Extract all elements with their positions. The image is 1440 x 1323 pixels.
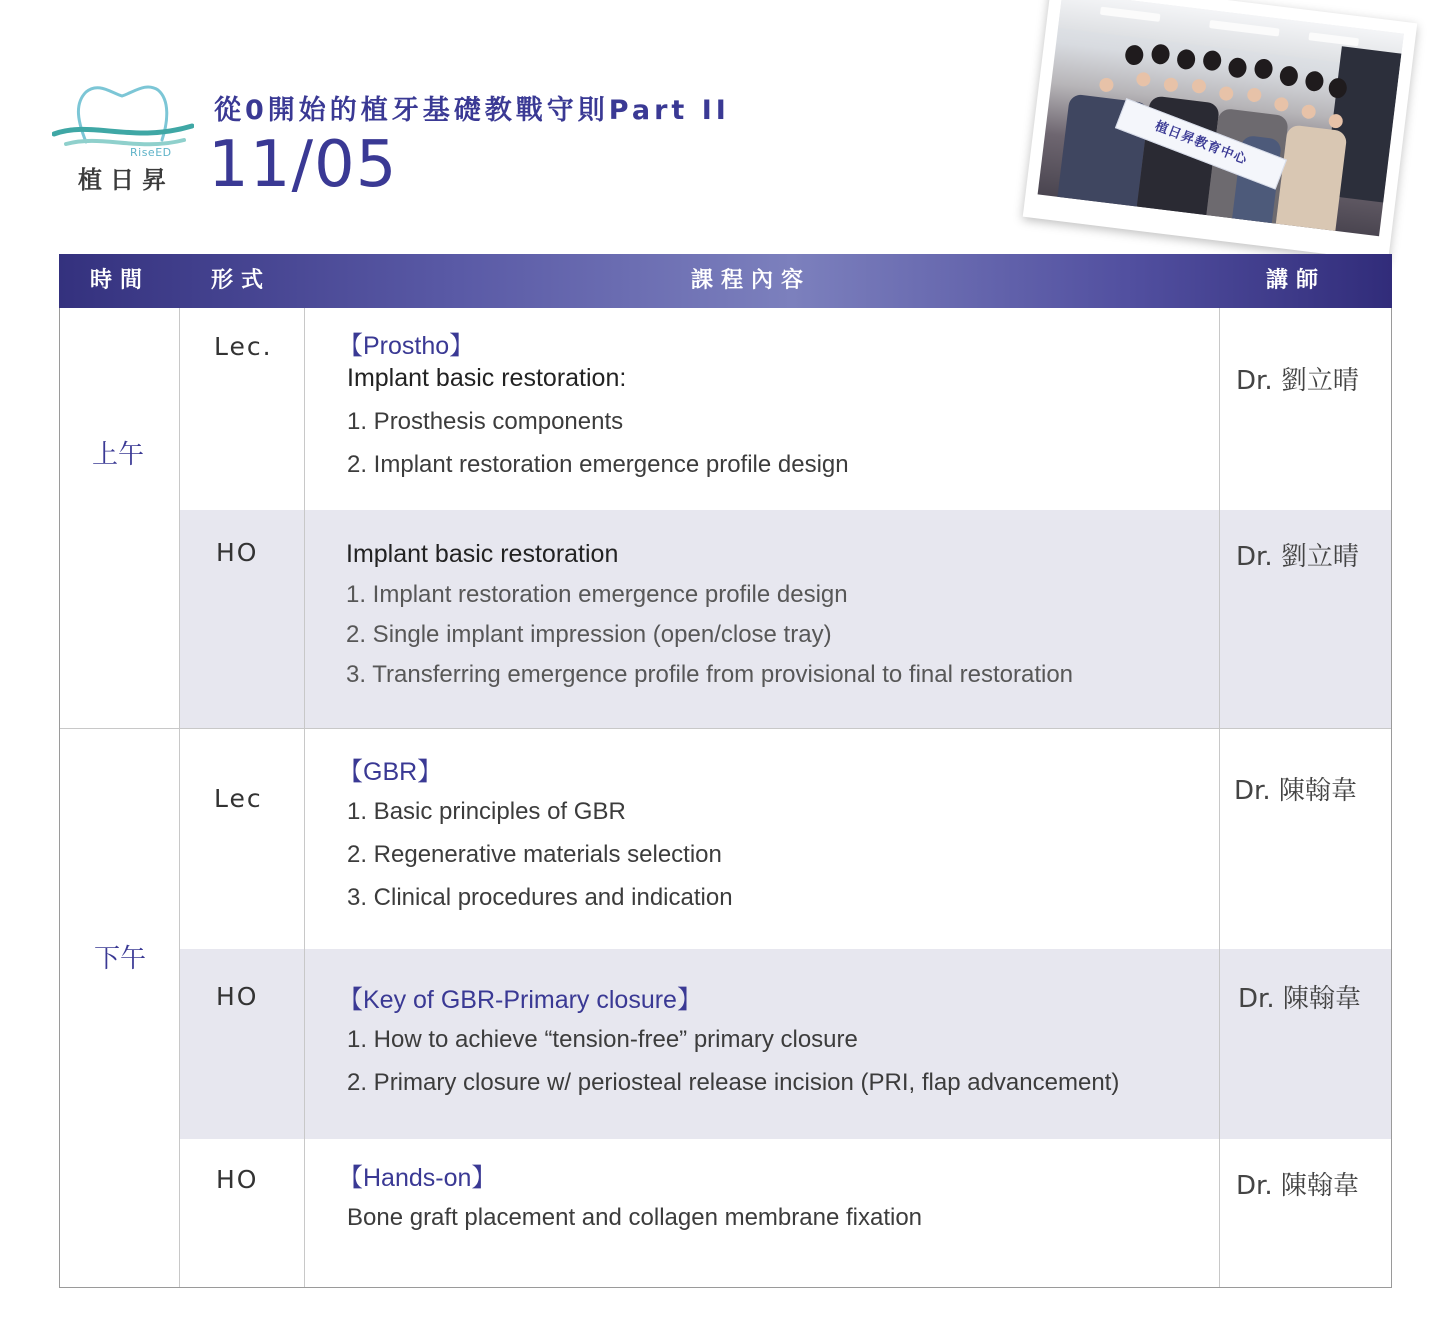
period-afternoon: 下午 bbox=[94, 944, 147, 974]
list-item: 2. Regenerative materials selection bbox=[347, 841, 722, 868]
header-format: 形式 bbox=[211, 268, 272, 293]
tooth-logo-icon bbox=[52, 82, 194, 162]
period-morning: 上午 bbox=[92, 440, 145, 470]
group-photo bbox=[1023, 0, 1418, 262]
list-item: 1. Basic principles of GBR bbox=[347, 798, 626, 825]
course-date: 11/05 bbox=[208, 128, 398, 202]
row-teacher: Dr. 陳翰韋 bbox=[1236, 1171, 1359, 1201]
logo-brand-zh: 植日昇 bbox=[78, 166, 174, 194]
table-header bbox=[59, 254, 1392, 308]
row-format: HO bbox=[216, 982, 259, 1011]
schedule-table bbox=[59, 254, 1392, 1288]
row-heading: Implant basic restoration: bbox=[347, 364, 627, 392]
row-teacher: Dr. 劉立晴 bbox=[1236, 542, 1359, 572]
row-heading: Implant basic restoration bbox=[346, 540, 619, 568]
list-item: 1. Prosthesis components bbox=[347, 408, 624, 435]
course-subtitle: 從0開始的植牙基礎教戰守則Part II bbox=[214, 95, 730, 126]
row-format: Lec. bbox=[214, 332, 273, 361]
list-item: Bone graft placement and collagen membrane fixation bbox=[347, 1204, 923, 1231]
header-time: 時間 bbox=[90, 268, 151, 293]
table-body bbox=[59, 308, 1392, 1288]
row-format: Lec bbox=[214, 784, 263, 813]
row-tag: 【Key of GBR-Primary closure】 bbox=[338, 986, 702, 1014]
header-content: 課程內容 bbox=[691, 268, 812, 293]
row-tag: 【GBR】 bbox=[338, 758, 443, 786]
row-tag: 【Prostho】 bbox=[338, 332, 475, 360]
logo-brand-en: RiseED bbox=[130, 146, 172, 159]
list-item: 2. Single implant impression (open/close tray) bbox=[346, 621, 832, 648]
header-teacher: 講師 bbox=[1266, 268, 1327, 293]
row-teacher: Dr. 劉立晴 bbox=[1236, 366, 1359, 396]
row-teacher: Dr. 陳翰韋 bbox=[1238, 984, 1361, 1014]
photo-banner: 植日昇教育中心 bbox=[1115, 98, 1287, 190]
list-item: 3. Transferring emergence profile from provisional to final restoration bbox=[346, 661, 1074, 688]
row-format: HO bbox=[216, 538, 259, 567]
row-teacher: Dr. 陳翰韋 bbox=[1234, 776, 1357, 806]
row-tag: 【Hands-on】 bbox=[338, 1164, 497, 1192]
group-photo-image bbox=[1038, 0, 1404, 236]
list-item: 1. Implant restoration emergence profile design bbox=[346, 581, 848, 608]
logo bbox=[52, 82, 194, 194]
list-item: 3. Clinical procedures and indication bbox=[347, 884, 733, 911]
row-format: HO bbox=[216, 1165, 259, 1194]
list-item: 2. Implant restoration emergence profile design bbox=[347, 451, 849, 478]
list-item: 2. Primary closure w/ periosteal release incision (PRI, flap advancement) bbox=[347, 1069, 1120, 1096]
list-item: 1. How to achieve “tension-free” primary closure bbox=[347, 1026, 858, 1053]
